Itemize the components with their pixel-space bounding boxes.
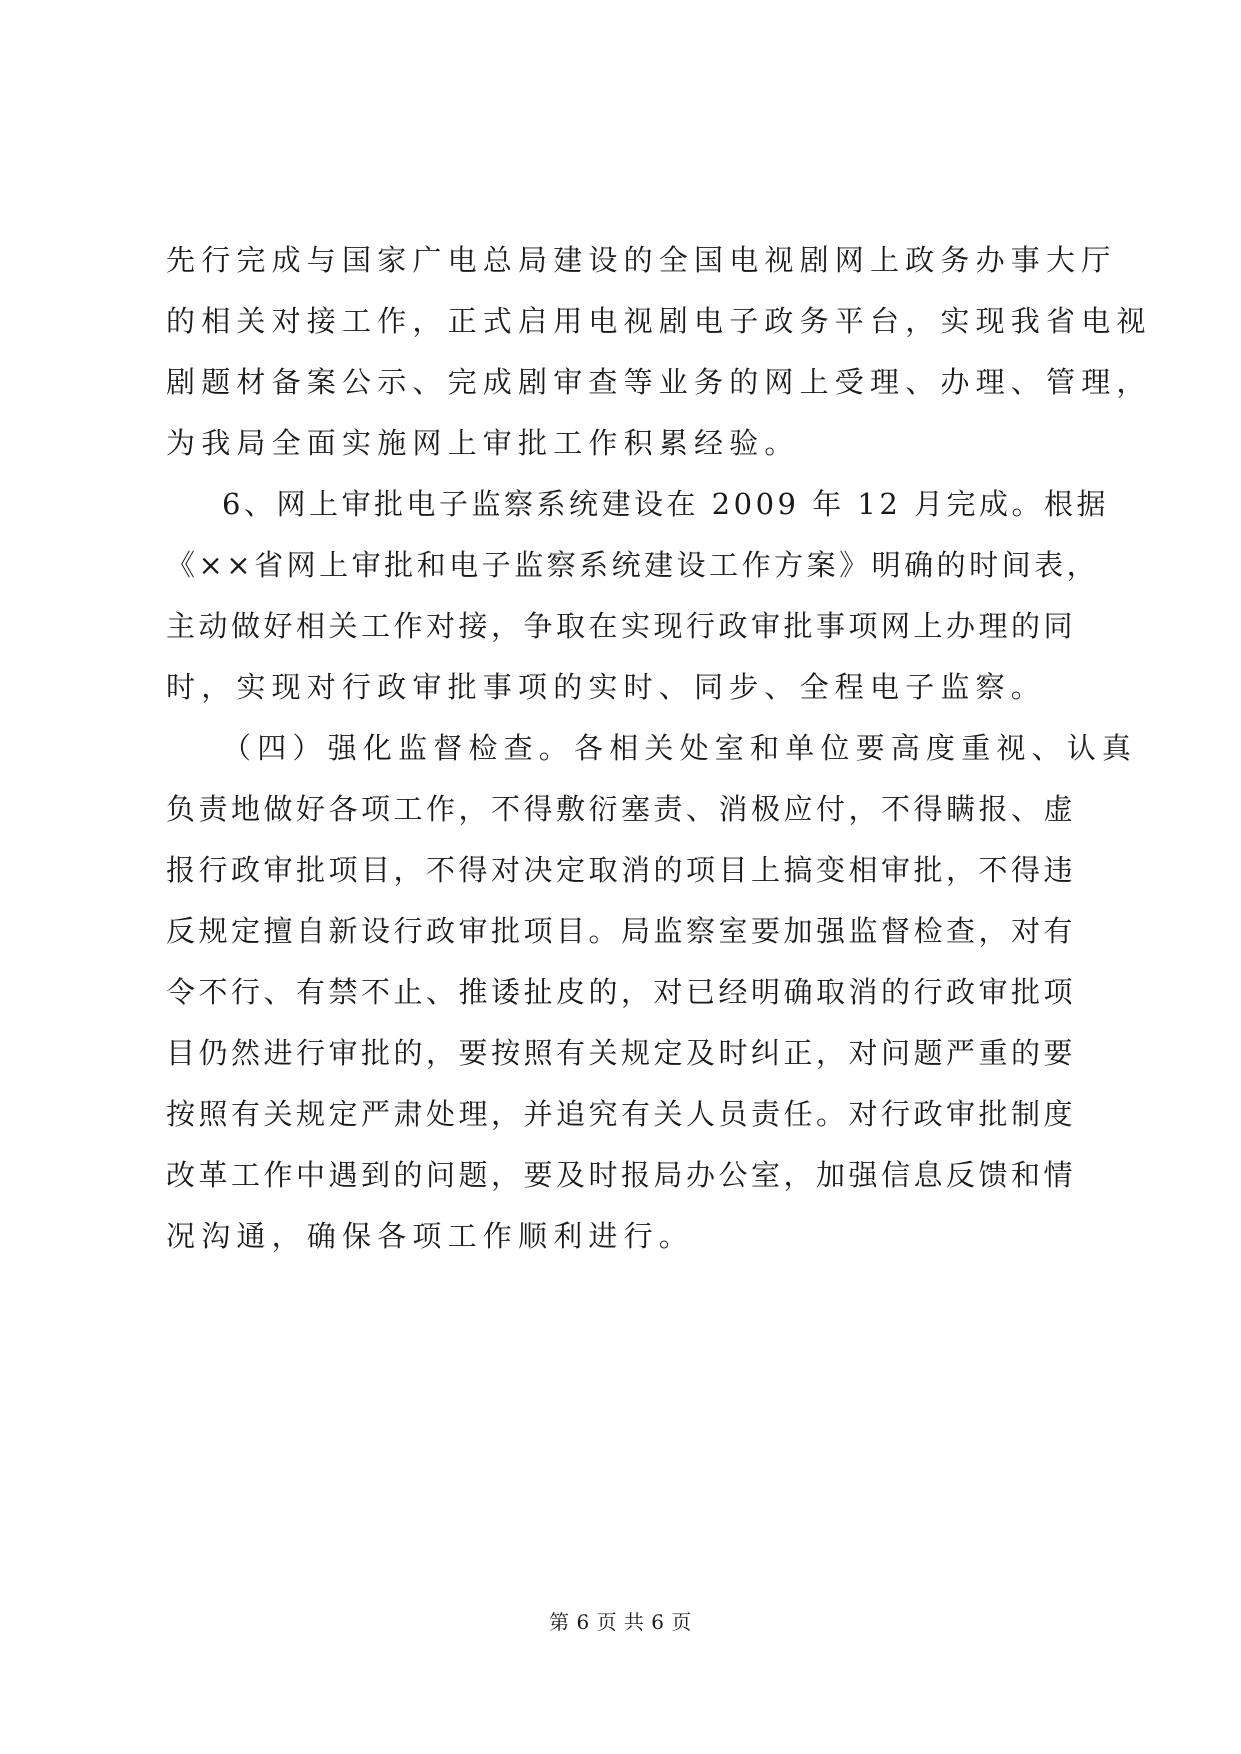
text-line: 6、网上审批电子监察系统建设在 2009 年 12 月完成。根据 [222, 487, 1110, 521]
page-number: 第 6 页 共 6 页 [549, 1610, 692, 1634]
text-line: 按照有关规定严肃处理，并追究有关人员责任。对行政审批制度 [166, 1097, 1077, 1131]
text-line: 况沟通，确保各项工作顺利进行。 [166, 1219, 695, 1253]
text-line: 反规定擅自新设行政审批项目。局监察室要加强监督检查，对有 [166, 914, 1077, 948]
text-line: 负责地做好各项工作，不得敷衍塞责、消极应付，不得瞒报、虚 [166, 792, 1077, 826]
text-line: 主动做好相关工作对接，争取在实现行政审批事项网上办理的同 [166, 609, 1077, 643]
body-text [166, 230, 1152, 1267]
text-line: 目仍然进行审批的，要按照有关规定及时纠正，对问题严重的要 [166, 1036, 1077, 1070]
text-line: 改革工作中遇到的问题，要及时报局办公室，加强信息反馈和情 [166, 1158, 1077, 1192]
text-line: 剧题材备案公示、完成剧审查等业务的网上受理、办理、管理， [166, 365, 1152, 399]
text-line: 令不行、有禁不止、推诿扯皮的，对已经明确取消的行政审批项 [166, 975, 1077, 1009]
text-line: （四）强化监督检查。各相关处室和单位要高度重视、认真 [222, 731, 1138, 765]
text-line: 报行政审批项目，不得对决定取消的项目上搞变相审批，不得违 [166, 853, 1077, 887]
text-line: 《××省网上审批和电子监察系统建设工作方案》明确的时间表， [166, 548, 1100, 582]
text-line: 为我局全面实施网上审批工作积累经验。 [166, 426, 800, 460]
text-line: 时，实现对行政审批事项的实时、同步、全程电子监察。 [166, 670, 1047, 704]
text-line: 先行完成与国家广电总局建设的全国电视剧网上政务办事大厅 [166, 243, 1117, 277]
text-line: 的相关对接工作，正式启用电视剧电子政务平台，实现我省电视 [166, 304, 1152, 338]
